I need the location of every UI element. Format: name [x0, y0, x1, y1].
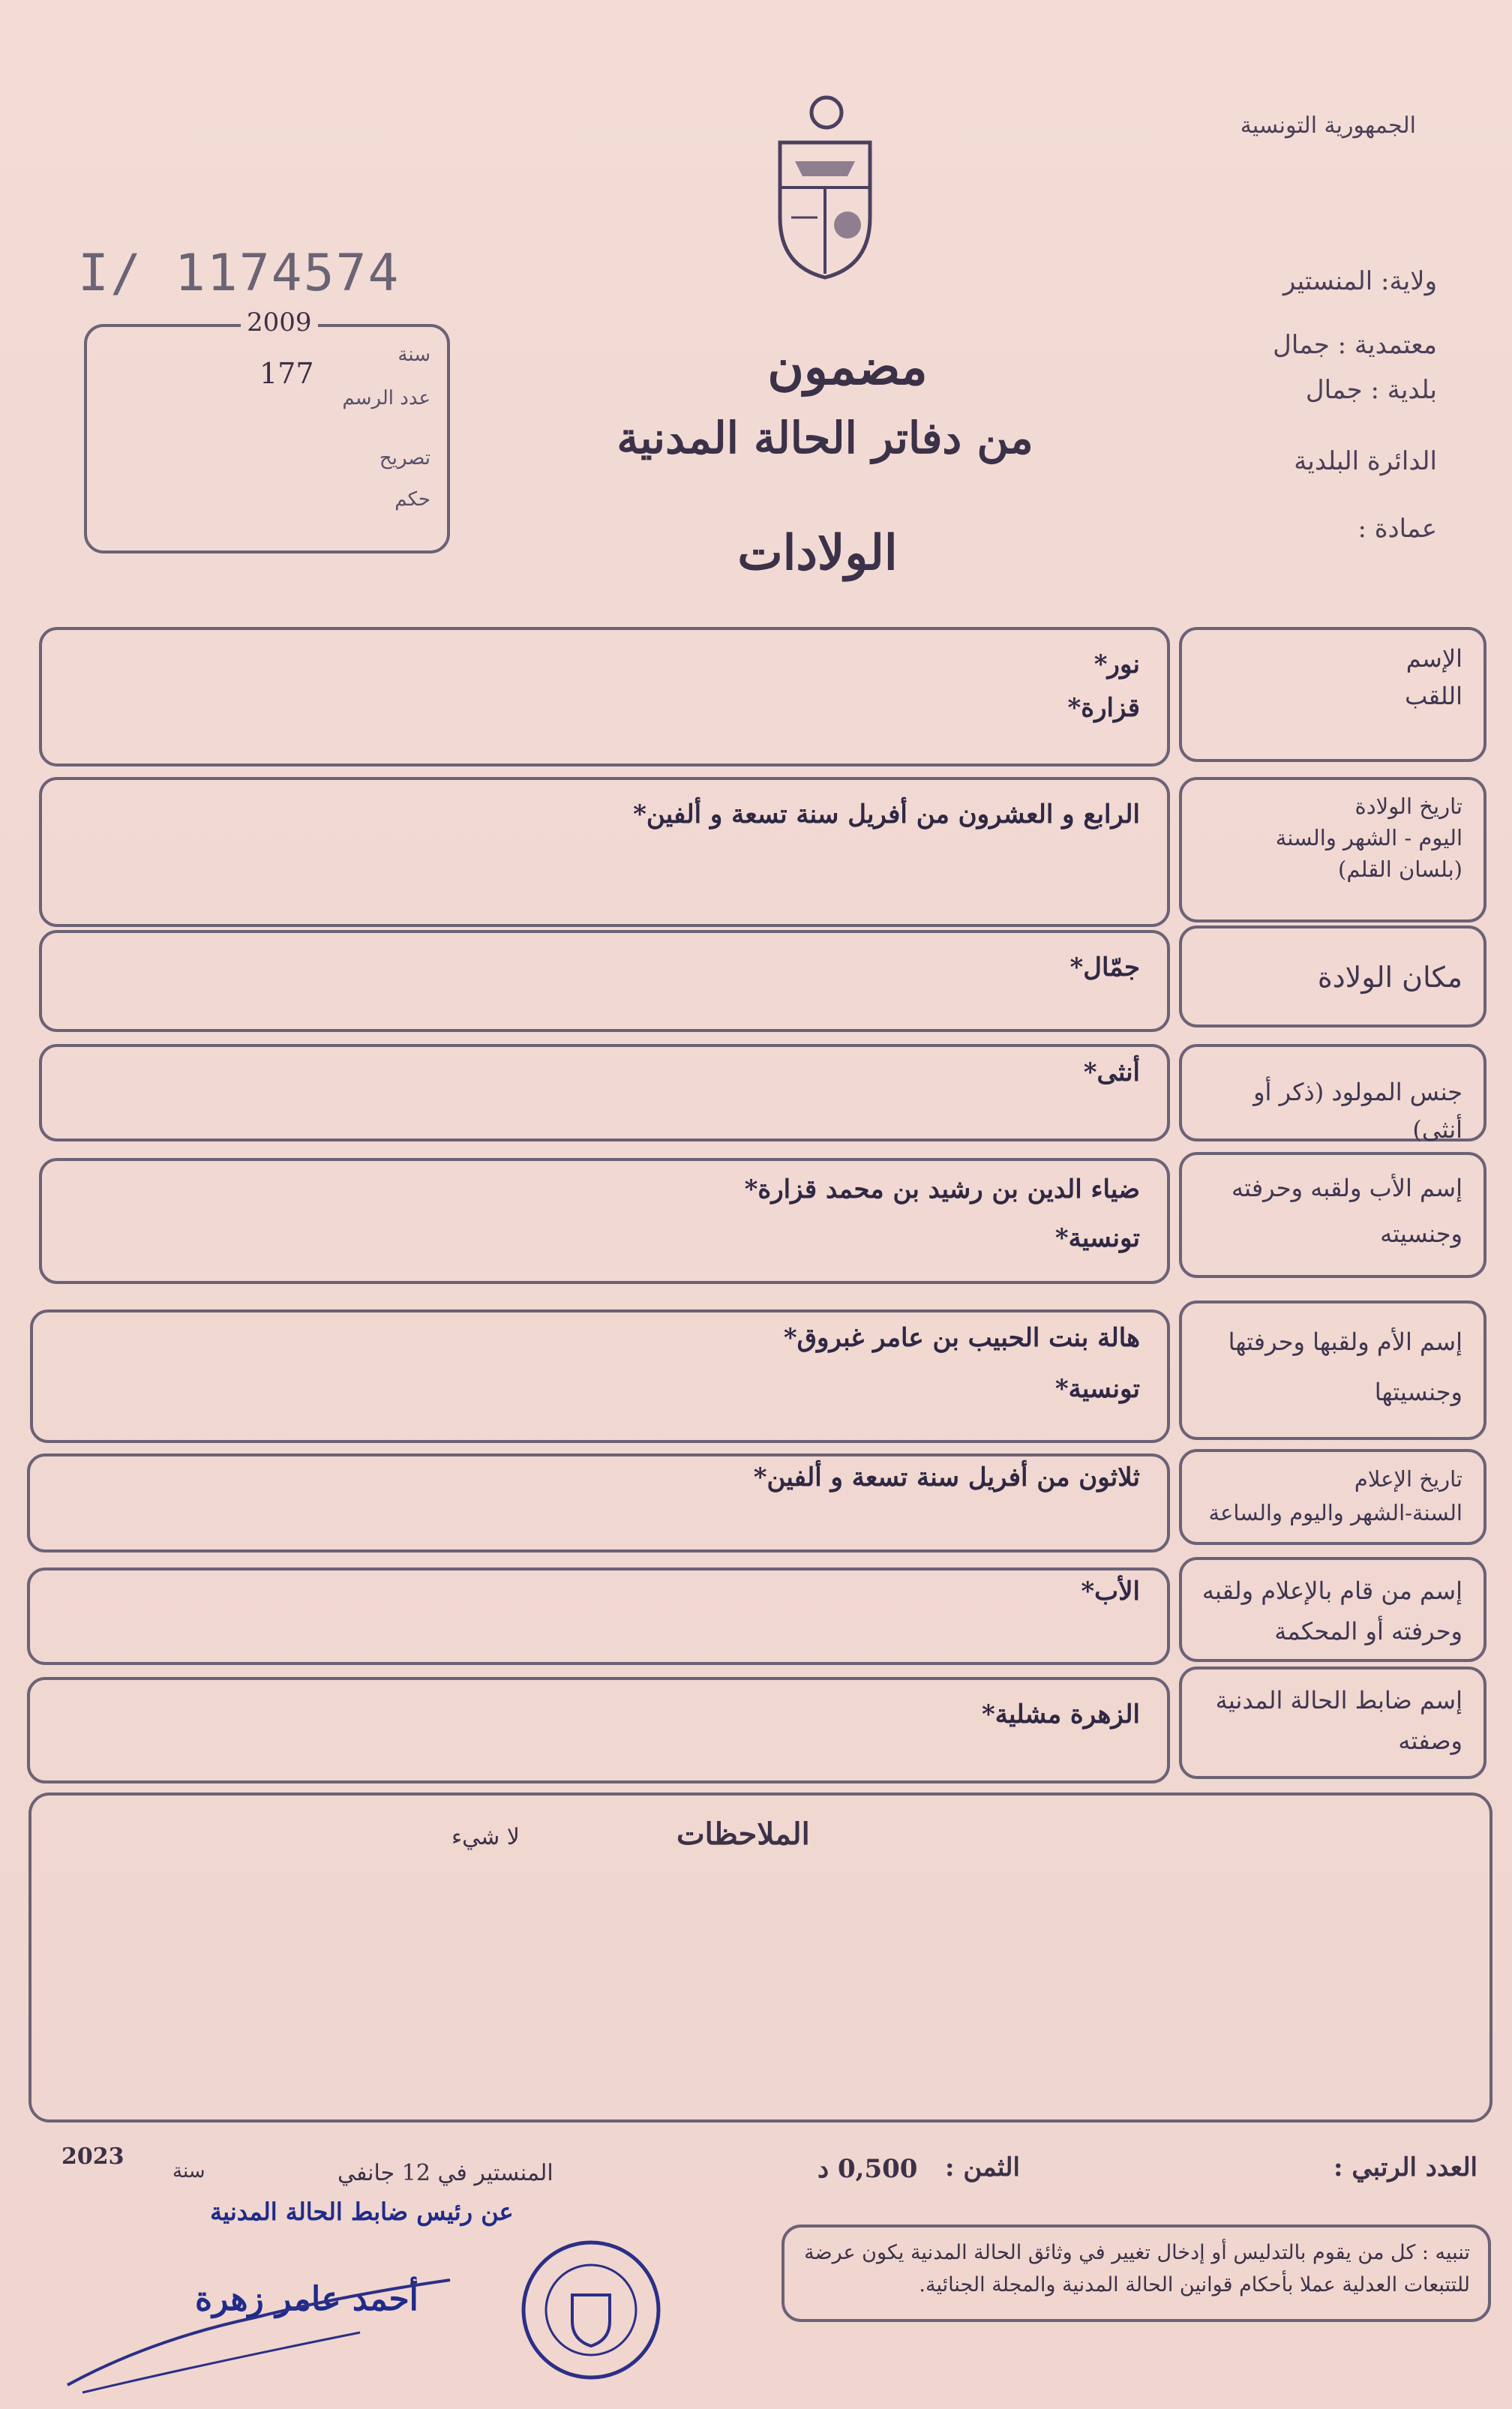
district-line: الدائرة البلدية: [1294, 446, 1437, 476]
signature-title: عن رئيس ضابط الحالة المدنية: [210, 2198, 514, 2226]
field-value: نور* قزارة*: [39, 627, 1170, 766]
price-label: الثمن :: [945, 2152, 1020, 2182]
serial-number-label: العدد الرتبي :: [1333, 2152, 1478, 2182]
field-value: الأب*: [27, 1568, 1170, 1665]
register-number-label: عدد الرسم: [342, 387, 430, 410]
signature-scribble: [60, 2250, 480, 2403]
municipality-line: بلدية : جمال: [1305, 375, 1437, 405]
place-and-date: المنستير في 12 جانفي: [338, 2160, 554, 2186]
field-label: جنس المولود (ذكر أو أنثى): [1179, 1044, 1486, 1142]
field-label: إسم الأم ولقبها وحرفتها وجنسيتها: [1179, 1300, 1486, 1440]
field-value: هالة بنت الحبيب بن عامر غبروق* تونسية*: [30, 1310, 1170, 1443]
field-label: مكان الولادة: [1179, 926, 1486, 1028]
field-value: الرابع و العشرون من أفريل سنة تسعة و ألفين*: [39, 777, 1170, 927]
official-stamp-seal: [516, 2235, 666, 2388]
notes-title: الملاحظات: [676, 1816, 810, 1852]
document-title-registers: من دفاتر الحالة المدنية: [616, 412, 1034, 464]
document-serial-number: I/ 1174574: [78, 244, 400, 303]
register-info-box: [84, 308, 450, 554]
delegation-line: معتمدية : جمال: [1273, 330, 1437, 360]
warning-notice: تنبيه : كل من يقوم بالتدليس أو إدخال تغيير في وثائق الحالة المدنية يكون عرضة للتتبعات العدلية عملا بأحكام قوانين الحالة المدنية والمجلة الجنائية.: [782, 2224, 1491, 2322]
field-label: إسم الأب ولقبه وحرفته وجنسيته: [1179, 1152, 1486, 1278]
field-value: أنثى*: [39, 1044, 1170, 1142]
field-label: تاريخ الإعلام السنة-الشهر واليوم والساعة: [1179, 1449, 1486, 1545]
field-value: جمّال*: [39, 930, 1170, 1032]
register-judgment-label: حكم: [394, 488, 430, 511]
field-label: تاريخ الولادة اليوم - الشهر والسنة (بلسان القلم): [1179, 777, 1486, 922]
notes-value: لا شيء: [452, 1824, 520, 1850]
notes-box: [28, 1792, 1492, 2122]
field-value: الزهرة مشلية*: [27, 1677, 1170, 1784]
signature-name: أحمد عامر زهرة: [195, 2280, 418, 2318]
field-label: الإسم اللقب: [1179, 627, 1486, 762]
republic-heading: الجمهورية التونسية: [1240, 112, 1416, 139]
issue-year: 2023: [62, 2144, 124, 2170]
register-number: 177: [260, 357, 314, 390]
price-value: 0,500 د: [818, 2154, 918, 2184]
document-title-births: الولادات: [737, 525, 898, 581]
register-year: 2009: [241, 308, 318, 338]
field-value: ثلاثون من أفريل سنة تسعة و ألفين*: [27, 1454, 1170, 1552]
register-declaration-label: تصريح: [379, 447, 430, 470]
register-year-label: سنة: [398, 344, 430, 366]
imada-line: عمادة :: [1358, 514, 1437, 544]
governorate-line: ولاية: المنستير: [1282, 266, 1437, 296]
year-label: سنة: [172, 2160, 206, 2182]
field-label: إسم ضابط الحالة المدنية وصفته: [1179, 1666, 1486, 1779]
field-label: إسم من قام بالإعلام ولقبه وحرفته أو المحكمة: [1179, 1557, 1486, 1662]
tunisia-coat-of-arms-emblem: [765, 90, 885, 288]
document-title-madmoun: مضمون: [767, 338, 928, 396]
field-value: ضياء الدين بن رشيد بن محمد قزارة* تونسية*: [39, 1158, 1170, 1284]
